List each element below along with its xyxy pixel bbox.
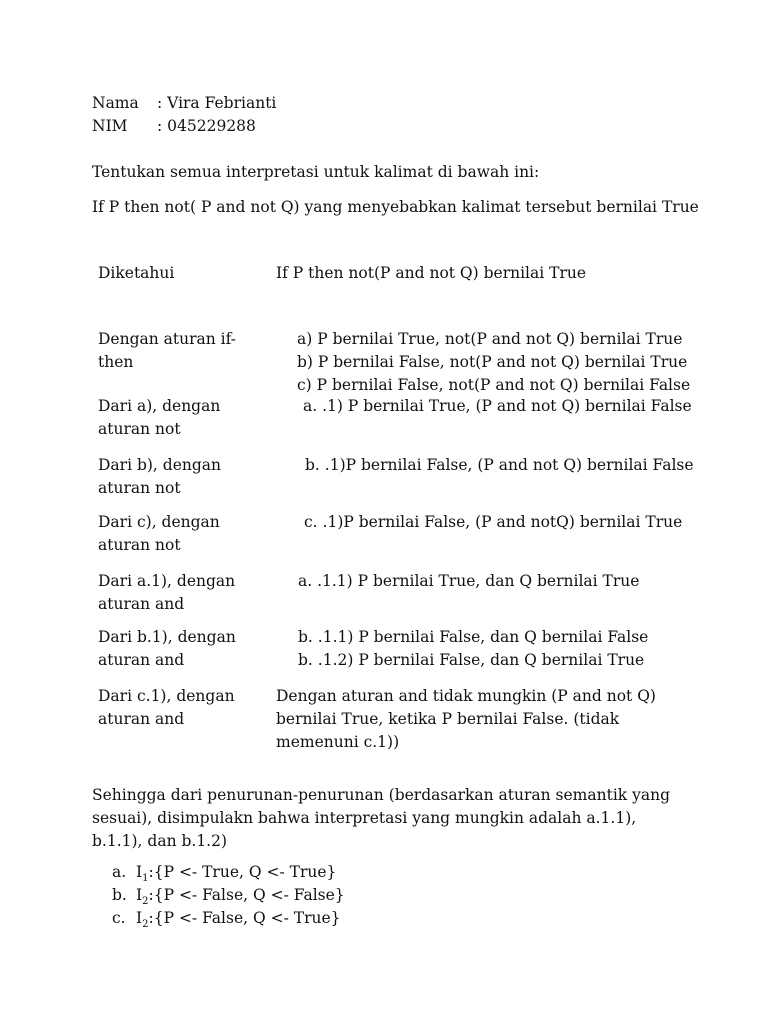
rule-line: b. .1.2) P bernilai False, dan Q bernilai True (298, 651, 645, 669)
task-instruction: Tentukan semua interpretasi untuk kalimat di bawah ini: (92, 163, 540, 181)
interpretation-body: :{P <- False, Q <- True} (148, 909, 341, 927)
interpretation-body: :{P <- False, Q <- False} (148, 886, 345, 904)
row-content: c. .1)P bernilai False, (P and notQ) bernilai True (304, 513, 683, 531)
interpretation-symbol: I (136, 909, 143, 927)
row-content: b. .1)P bernilai False, (P and not Q) bernilai False (305, 456, 694, 474)
list-item (112, 907, 341, 930)
row-content (298, 626, 648, 672)
rule-line: b) P bernilai False, not(P and not Q) bernilai True (297, 353, 688, 371)
task-statement: If P then not( P and not Q) yang menyebabkan kalimat tersebut bernilai True (92, 198, 699, 216)
row-content (297, 328, 690, 397)
rule-line: c) P bernilai False, not(P and not Q) bernilai False (297, 376, 691, 394)
name-label: Nama (92, 94, 139, 112)
rule-line: a) P bernilai True, not(P and not Q) bernilai True (297, 330, 683, 348)
row-label: Dari b.1), dengan aturan and (98, 628, 236, 669)
interpretation-index: 2 (142, 896, 149, 908)
row-label: Dengan aturan if-then (98, 330, 237, 371)
interpretation-index: 1 (142, 873, 149, 885)
nim-value: : 045229288 (157, 117, 256, 135)
row-label: Dari a), dengan aturan not (98, 397, 221, 438)
nim-label: NIM (92, 117, 128, 135)
row-label: Dari c), dengan aturan not (98, 513, 220, 554)
row-content: If P then not(P and not Q) bernilai True (276, 264, 587, 282)
interpretation-index: 2 (142, 919, 149, 931)
conclusion-paragraph: Sehingga dari penurunan-penurunan (berdasarkan aturan semantik yang sesuai), disimpulakn bahwa interpretasi yang mungkin adalah a.1.1), b.1.1), dan b.1.2) (92, 786, 670, 850)
row-label: Dari b), dengan aturan not (98, 456, 222, 497)
list-marker: c. (112, 909, 126, 927)
list-item (112, 861, 336, 884)
list-marker: a. (112, 863, 127, 881)
row-content: a. .1.1) P bernilai True, dan Q bernilai True (298, 572, 640, 590)
list-item (112, 884, 345, 907)
row-label: Diketahui (98, 264, 175, 282)
list-marker: b. (112, 886, 127, 904)
interpretation-body: :{P <- True, Q <- True} (148, 863, 337, 881)
row-label: Dari c.1), dengan aturan and (98, 687, 235, 728)
row-content: Dengan aturan and tidak mungkin (P and not Q) bernilai True, ketika P bernilai False. (tidak memenuni c.1)) (276, 687, 656, 751)
rule-line: b. .1.1) P bernilai False, dan Q bernilai False (298, 628, 649, 646)
row-content: a. .1) P bernilai True, (P and not Q) bernilai False (303, 397, 692, 415)
interpretation-symbol: I (136, 886, 143, 904)
row-label: Dari a.1), dengan aturan and (98, 572, 236, 613)
interpretation-symbol: I (136, 863, 143, 881)
name-value: : Vira Febrianti (157, 94, 277, 112)
